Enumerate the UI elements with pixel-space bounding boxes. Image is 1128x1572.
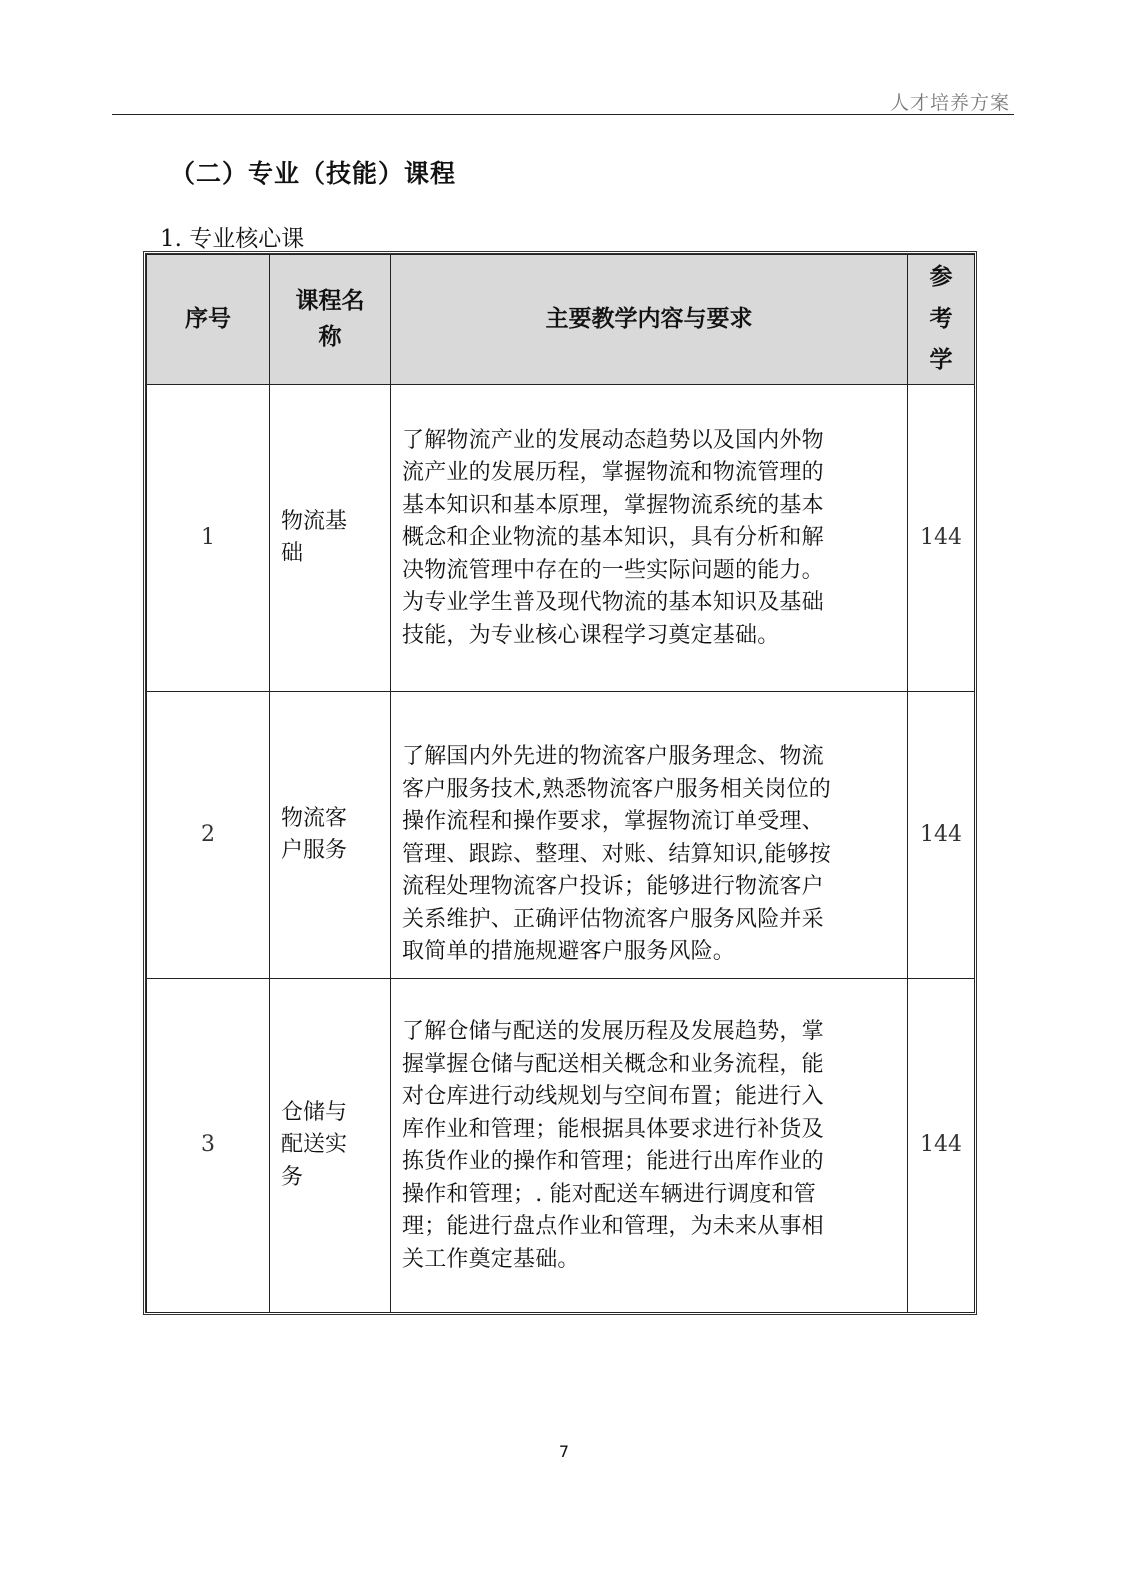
course-content: 了解国内外先进的物流客户服务理念、物流 客户服务技术,熟悉物流客户服务相关岗位的 操作流程和操作要求，掌握物流订单受理、 管理、跟踪、整理、对账、结算知识,能够按 流程处理物流客户投诉；能够进行物流客户 关系维护、正确评估物流客户服务风险并采 取简单的措施规避客户服务风险。 [391,692,908,979]
column-header-no: 序号 [147,255,270,385]
core-course-table [146,254,975,1313]
row-number: 3 [147,979,270,1313]
course-hours: 144 [908,385,975,692]
column-header-content: 主要教学内容与要求 [391,255,908,385]
column-header-hours: 参 考 学 [908,255,975,385]
course-name: 仓储与 配送实 务 [270,979,391,1313]
course-hours: 144 [908,692,975,979]
page-number: 7 [558,1442,570,1461]
column-header-name: 课程名 称 [270,255,391,385]
course-name: 物流客 户服务 [270,692,391,979]
table-header-row [147,255,975,385]
course-content: 了解物流产业的发展动态趋势以及国内外物 流产业的发展历程，掌握物流和物流管理的 基本知识和基本原理，掌握物流系统的基本 概念和企业物流的基本知识，具有分析和解 决物流管理中存在的一些实际问题的能力。 为专业学生普及现代物流的基本知识及基础 技能，为专业核心课程学习奠定基础。 [391,385,908,692]
section-title: （二）专业（技能）课程 [170,159,457,188]
header-rule [112,114,1014,115]
course-name: 物流基 础 [270,385,391,692]
row-number: 1 [147,385,270,692]
table-row [147,979,975,1313]
table-row [147,385,975,692]
course-content: 了解仓储与配送的发展历程及发展趋势，掌 握掌握仓储与配送相关概念和业务流程，能 对仓库进行动线规划与空间布置；能进行入 库作业和管理；能根据具体要求进行补货及 拣货作业的操作和管理；能进行出库作业的 操作和管理；. 能对配送车辆进行调度和管 理；能进行盘点作业和管理，为未来从事相 关工作奠定基础。 [391,979,908,1313]
row-number: 2 [147,692,270,979]
table-row [147,692,975,979]
course-hours: 144 [908,979,975,1313]
running-header: 人才培养方案 [889,92,1010,114]
subsection-title: 1. 专业核心课 [160,226,305,252]
